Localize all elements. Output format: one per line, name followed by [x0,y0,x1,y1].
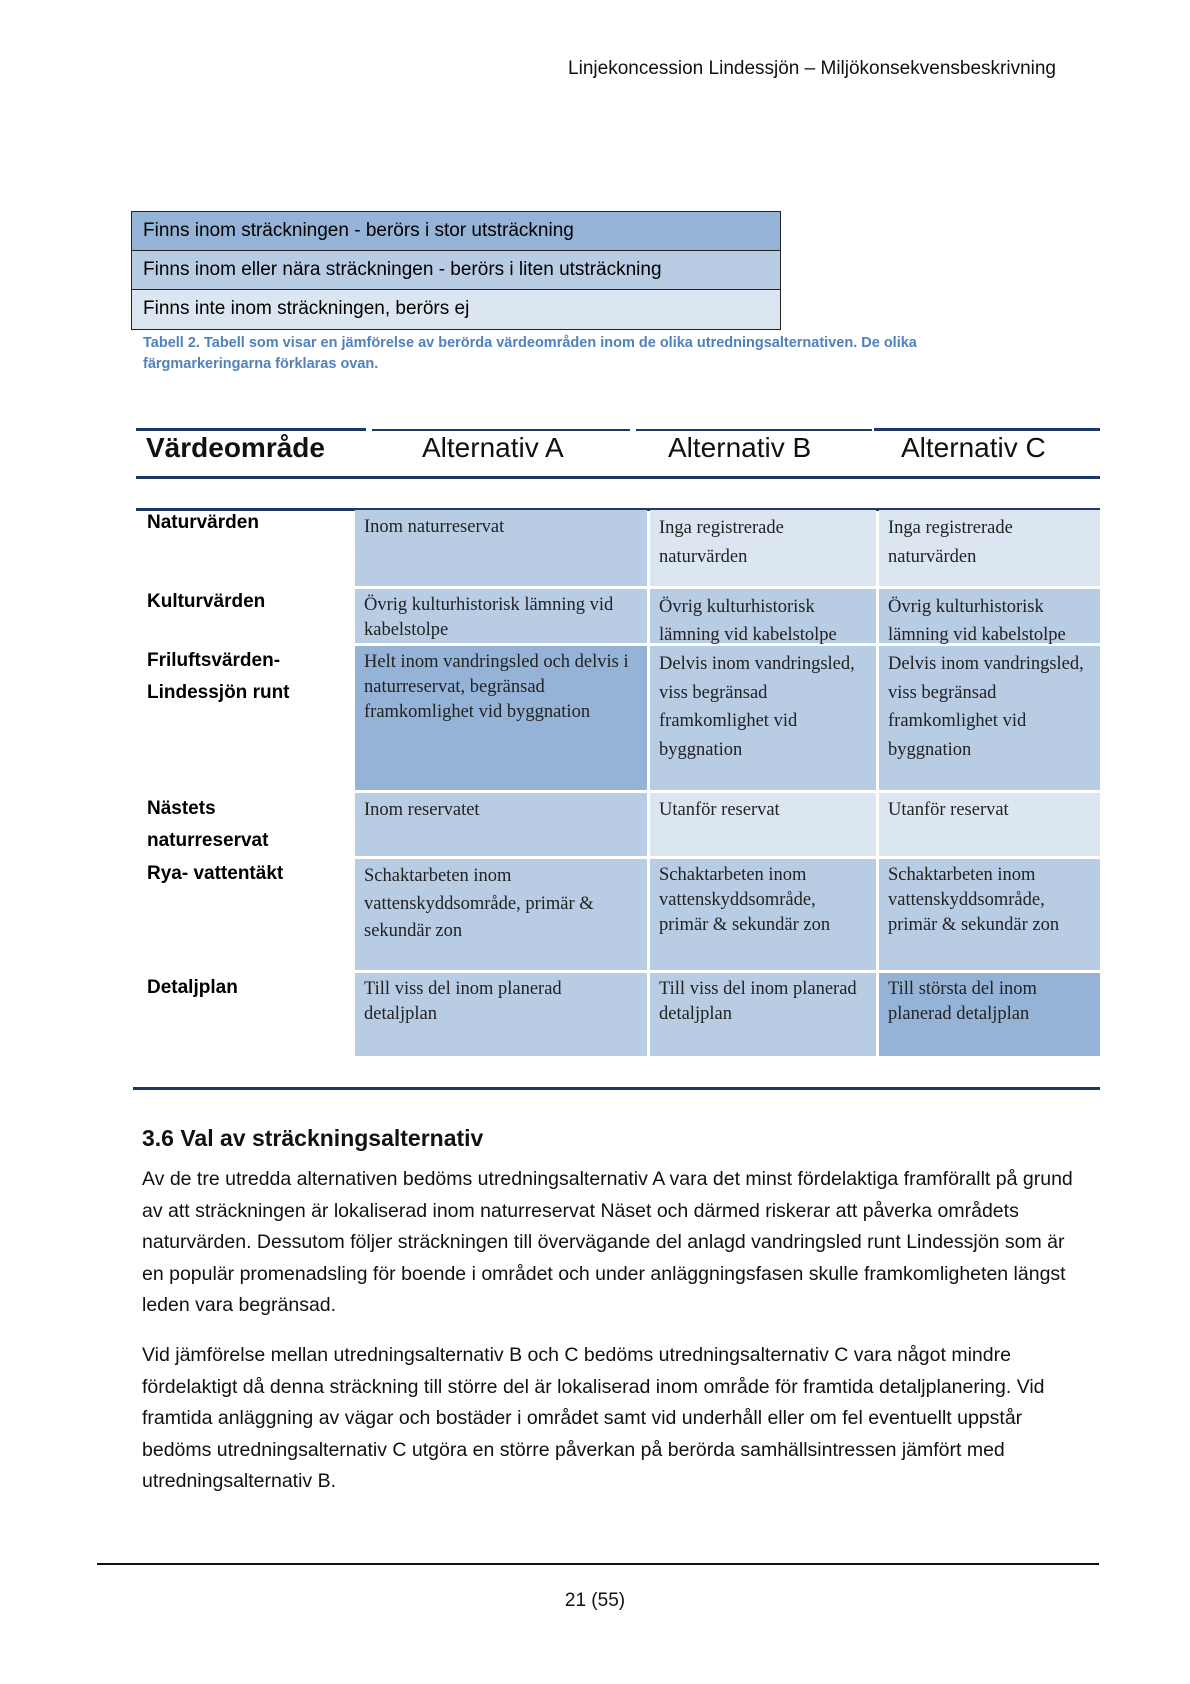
cell-rya-a: Schaktarbeten inom vattenskyddsområde, primär & sekundär zon [355,859,647,970]
cell-naturvarden-a: Inom naturreservat [355,510,647,586]
cell-naturvarden-b: Inga registrerade naturvärden [650,510,876,586]
cell-friluftsvarden-a: Helt inom vandringsled och delvis i naturreservat, begränsad framkomlighet vid byggnation [355,646,647,790]
document-header: Linjekoncession Lindessjön – Miljökonsekvensbeskrivning [568,58,1056,79]
table-bottom-rule [133,1087,1100,1090]
row-label-friluftsvarden: Friluftsvärden- Lindessjön runt [147,650,290,703]
row-label-naturvarden: Naturvärden [147,512,259,533]
table-caption: Tabell 2. Tabell som visar en jämförelse av berörda värdeområden inom de olika utredningsalternativen. De olika färgmarkeringarna förklaras ovan. [143,335,917,372]
paragraph-2: Vid jämförelse mellan utredningsalternativ B och C bedöms utredningsalternativ C vara något mindre fördelaktigt då denna sträckning till större del är lokaliserad inom område för framtida detaljplanering. Vid framtida anläggning av vägar och bostäder i området samt vid underhåll eller om fel eventuellt uppstår bedöms utredningsalternativ C utgöra en större påverkan på berörda samhällsintressen jämfört med utredningsalternativ B. [142,1344,1045,1492]
row-label-kulturvarden: Kulturvärden [147,591,266,612]
column-header-alternativ-a: Alternativ A [422,432,564,463]
cell-nastets-c: Utanför reservat [879,793,1100,856]
cell-detaljplan-b: Till viss del inom planerad detaljplan [650,973,876,1056]
header-rule-top-left [136,428,366,431]
cell-nastets-a: Inom reservatet [355,793,647,856]
legend-item-no-impact: Finns inte inom sträckningen, berörs ej [132,290,780,329]
legend-item-high-impact: Finns inom sträckningen - berörs i stor utsträckning [132,212,780,251]
header-rule-bottom [136,476,1100,479]
cell-kulturvarden-b: Övrig kulturhistorisk lämning vid kabelstolpe [650,589,876,643]
row-label-rya-vattentakt: Rya- vattentäkt [147,863,284,884]
cell-naturvarden-c: Inga registrerade naturvärden [879,510,1100,586]
legend-item-low-impact: Finns inom eller nära sträckningen - berörs i liten utsträckning [132,251,780,290]
cell-kulturvarden-c: Övrig kulturhistorisk lämning vid kabelstolpe [879,589,1100,643]
color-legend [131,211,781,330]
section-heading: 3.6 Val av sträckningsalternativ [142,1125,484,1151]
cell-friluftsvarden-c: Delvis inom vandringsled, viss begränsad framkomlighet vid byggnation [879,646,1100,790]
cell-rya-c: Schaktarbeten inom vattenskyddsområde, primär & sekundär zon [879,859,1100,970]
page-number: 21 (55) [564,1590,626,1611]
cell-detaljplan-a: Till viss del inom planerad detaljplan [355,973,647,1056]
column-header-vardeomrade: Värdeområde [146,432,325,463]
cell-kulturvarden-a: Övrig kulturhistorisk lämning vid kabelstolpe [355,589,647,643]
cell-rya-b: Schaktarbeten inom vattenskyddsområde, primär & sekundär zon [650,859,876,970]
cell-detaljplan-c: Till största del inom planerad detaljplan [879,973,1100,1056]
cell-nastets-b: Utanför reservat [650,793,876,856]
header-rule-top-c [874,428,1100,431]
paragraph-1: Av de tre utredda alternativen bedöms utredningsalternativ A vara det minst fördelaktiga framförallt på grund av att sträckningen är lokaliserad inom naturreservat Näset och därmed riskerar att påverka områdets naturvärden. Dessutom följer sträckningen till övervägande del anlagd vandringsled runt Lindessjön som är en populär promenadsling för boende i området och under anläggningsfasen skulle framkomligheten längst leden vara begränsad. [142,1168,1073,1316]
cell-friluftsvarden-b: Delvis inom vandringsled, viss begränsad framkomlighet vid byggnation [650,646,876,790]
row-label-detaljplan: Detaljplan [147,977,238,998]
footer-rule [97,1563,1099,1565]
row-label-nastets-naturreservat: Nästets naturreservat [147,798,269,851]
header-rule-top-b [636,429,872,431]
column-header-alternativ-c: Alternativ C [901,432,1046,463]
header-rule-top-a [372,429,630,431]
column-header-alternativ-b: Alternativ B [668,432,812,463]
